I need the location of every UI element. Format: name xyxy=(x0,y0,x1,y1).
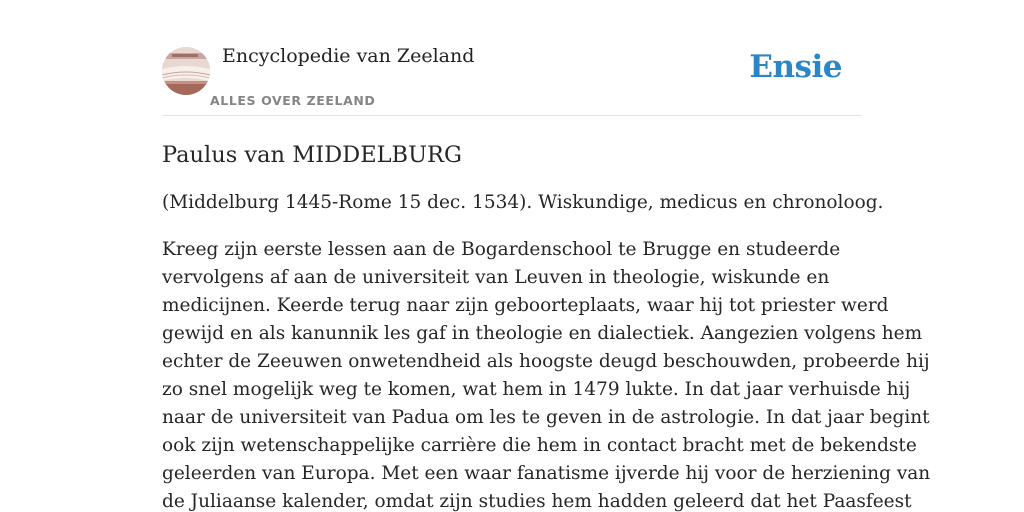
book-image-icon xyxy=(162,47,210,95)
entry-title: Paulus van MIDDELBURG xyxy=(162,142,462,168)
body-line: medicijnen. Keerde terug naar zijn geboorteplaats, waar hij tot priester werd xyxy=(162,295,889,316)
site-title[interactable]: Encyclopedie van Zeeland xyxy=(222,45,475,67)
entry-body xyxy=(162,236,931,512)
site-avatar[interactable] xyxy=(162,47,210,95)
body-line: vervolgens af aan de universiteit van Leuven in theologie, wiskunde en xyxy=(162,267,830,288)
body-line: echter de Zeeuwen onwetendheid als hoogste deugd beschouwden, probeerde hij xyxy=(162,351,930,372)
body-line: gewijd en als kanunnik les gaf in theologie en dialectiek. Aangezien volgens hem xyxy=(162,323,923,344)
site-subtitle: ALLES OVER ZEELAND xyxy=(210,93,376,108)
body-line: de Juliaanse kalender, omdat zijn studies hem hadden geleerd dat het Paasfeest xyxy=(162,491,912,512)
body-line: naar de universiteit van Padua om les te geven in de astrologie. In dat jaar begint xyxy=(162,407,930,428)
body-line: geleerden van Europa. Met een waar fanatisme ijverde hij voor de herziening van xyxy=(162,463,931,484)
body-line: zo snel mogelijk weg te komen, wat hem in 1479 lukte. In dat jaar verhuisde hij xyxy=(162,379,911,400)
site-header xyxy=(162,40,862,116)
body-line: Kreeg zijn eerste lessen aan de Bogardenschool te Brugge en studeerde xyxy=(162,239,841,260)
body-line: ook zijn wetenschappelijke carrière die hem in contact bracht met de bekendste xyxy=(162,435,917,456)
article xyxy=(162,138,931,512)
ensie-logo[interactable]: Ensie xyxy=(749,49,842,85)
entry-intro: (Middelburg 1445-Rome 15 dec. 1534). Wiskundige, medicus en chronoloog. xyxy=(162,192,884,213)
